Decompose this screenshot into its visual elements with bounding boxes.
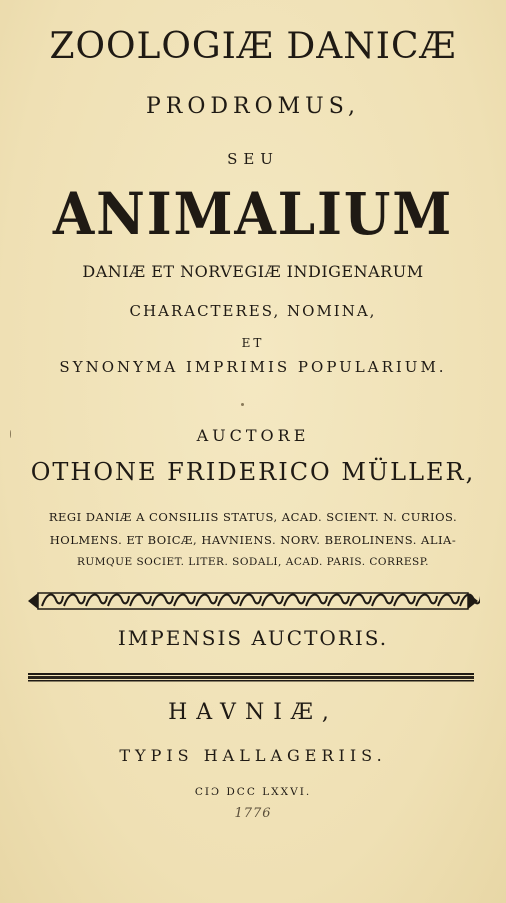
auctore-label: AUCTORE <box>196 426 310 445</box>
title-prodromus: PRODROMUS, <box>146 94 360 119</box>
roman-year: CIƆ DCC LXXVI. <box>194 786 312 798</box>
impensis-auctoris: IMPENSIS AUCTORIS. <box>117 626 389 650</box>
subtitle-daniae-norvegiae: DANIÆ ET NORVEGIÆ INDIGENARUM <box>82 262 424 281</box>
credentials-line-1: REGI DANIÆ A CONSILIIS STATUS, ACAD. SCIENT. N. CURIOS. <box>48 510 458 524</box>
printer-typis-hallageriis: TYPIS HALLAGERIIS. <box>119 746 387 765</box>
title-zoologiae-danicae: ZOOLOGIÆ DANICÆ <box>49 26 457 67</box>
credentials-line-2: HOLMENS. ET BOICÆ, HAVNIENS. NORV. BEROLINENS. ALIA- <box>49 533 457 547</box>
title-animalium: ANIMALIUM <box>52 180 454 248</box>
decorative-rule <box>28 672 474 682</box>
subtitle-synonyma: SYNONYMA IMPRIMIS POPULARIUM. <box>59 358 447 376</box>
credentials-line-3: RUMQUE SOCIET. LITER. SODALI, ACAD. PARIS. CORRESP. <box>77 556 429 568</box>
author-name: OTHONE FRIDERICO MÜLLER, <box>30 458 476 486</box>
title-seu: SEU <box>227 150 279 168</box>
place-havniae: HAVNIÆ, <box>168 700 338 725</box>
subtitle-characteres: CHARACTERES, NOMINA, <box>129 302 377 320</box>
ink-speck <box>241 403 244 406</box>
subtitle-et: ET <box>241 336 265 350</box>
decorative-ornament-band <box>26 590 480 612</box>
handwritten-year: 1776 <box>234 806 272 821</box>
ink-speck <box>10 430 11 438</box>
